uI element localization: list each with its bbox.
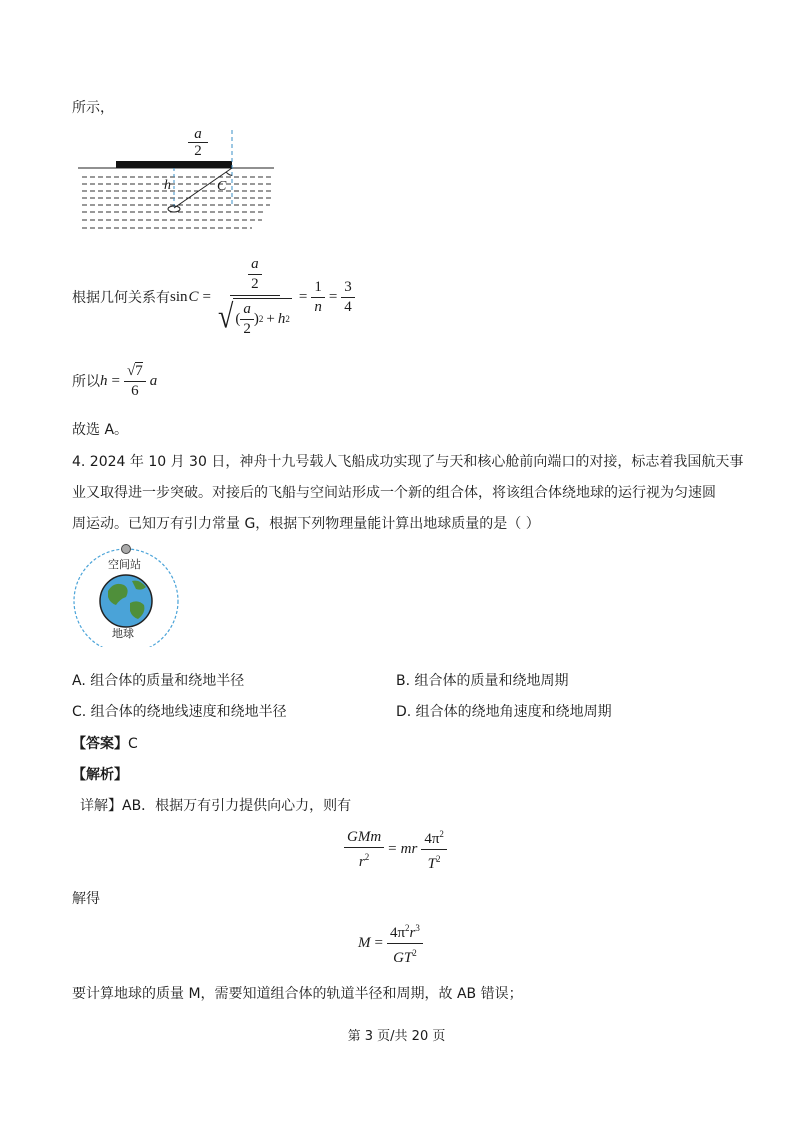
half-a-den: 2	[251, 276, 259, 292]
answer-value: C	[128, 736, 138, 752]
six: 6	[131, 383, 139, 399]
gmm: GMm	[344, 829, 384, 848]
r-var: r	[358, 853, 365, 870]
paren-close: )	[253, 311, 259, 327]
half-a-denominator: 2	[188, 142, 208, 160]
sqrt7-over-6	[124, 362, 146, 400]
question-4-line-3: 周运动。已知万有引力常量 G，根据下列物理量能计算出地球质量的是（ ）	[72, 516, 540, 532]
h-square-exp: 2	[285, 314, 290, 324]
option-a: A. 组合体的质量和绕地半径	[72, 673, 245, 689]
radicand: 7	[135, 363, 143, 379]
option-d: D. 组合体的绕地角速度和绕地周期	[396, 704, 612, 720]
half-a	[248, 256, 262, 293]
analysis-tag: 【解析】	[72, 767, 128, 783]
geometry-relation	[72, 257, 355, 337]
paren-open: (	[235, 311, 241, 327]
one-over-n	[311, 279, 325, 316]
conclusion-text: 要计算地球的质量 M，需要知道组合体的轨道半径和周期，故 AB 错误；	[72, 986, 523, 1002]
option-b: B. 组合体的质量和绕地周期	[396, 673, 569, 689]
depth-label-h: h	[164, 178, 171, 193]
mass-fraction	[387, 920, 423, 967]
four: 4	[344, 298, 352, 315]
answer-line	[72, 733, 138, 753]
square-exp: 2	[258, 314, 264, 324]
refraction-figure	[76, 128, 276, 234]
geometry-prefix: 根据几何关系有	[72, 290, 170, 306]
option-c: C. 组合体的绕地线速度和绕地半径	[72, 704, 287, 720]
detail-text: 详解】AB．根据万有引力提供向心力，则有	[80, 798, 352, 814]
pi-square-exp: 2	[405, 923, 410, 933]
four-pi: 4π	[389, 925, 406, 941]
equals: =	[202, 288, 211, 305]
earth-label: 地球	[112, 627, 134, 640]
half-a-num: a	[248, 256, 262, 275]
r-cube-exp: 3	[415, 923, 420, 933]
half-a-numerator: a	[194, 126, 202, 142]
sin-c-equation	[170, 256, 355, 338]
h-result-prefix: 所以	[72, 374, 100, 390]
orbit-figure	[72, 541, 184, 647]
gravity-equation	[344, 826, 447, 873]
h-symbol: h	[100, 372, 108, 389]
three-quarters	[341, 279, 355, 316]
gmm-over-r2	[344, 829, 384, 871]
mr: mr	[400, 841, 418, 857]
sqrt-symbol: √	[126, 362, 136, 379]
mass-equation	[358, 920, 423, 967]
four-pi: 4π	[424, 831, 440, 847]
r-square-exp: 2	[364, 851, 370, 862]
three: 3	[341, 279, 355, 298]
a-var: a	[149, 372, 158, 389]
n-var: n	[314, 298, 322, 315]
intro-text: 所示，	[72, 100, 114, 116]
inner-a: a	[240, 301, 254, 320]
half-a-fraction	[188, 126, 208, 160]
solve-text: 解得	[72, 891, 100, 907]
question-4-line-2: 业又取得进一步突破。对接后的飞船与空间站形成一个新的组合体，将该组合体绕地球的运行视为匀速圆	[72, 485, 716, 501]
r-var: r	[409, 925, 416, 941]
plus: +	[266, 311, 275, 327]
angle-c: C	[188, 288, 199, 305]
choose-answer: 故选 A。	[72, 422, 129, 438]
angle-label-c: C	[217, 179, 227, 194]
t-square-exp: 2	[436, 854, 441, 864]
equals: =	[111, 372, 120, 389]
equals: =	[388, 841, 397, 857]
answer-tag: 【答案】	[72, 736, 128, 752]
space-station-label: 空间站	[108, 558, 141, 571]
refraction-diagram	[76, 128, 276, 234]
page-footer: 第 3 页/共 20 页	[347, 1029, 446, 1044]
inner-2: 2	[243, 321, 251, 337]
t-var: T	[427, 856, 437, 872]
sin-fraction	[215, 256, 295, 338]
gt: GT	[393, 950, 413, 966]
question-4-line-1: 4. 2024 年 10 月 30 日，神舟十九号载人飞船成功实现了与天和核心舱前向端口的对接，标志着我国航天事	[72, 454, 744, 470]
h-var: h	[277, 311, 286, 327]
four-pi2-over-t2	[421, 826, 447, 873]
m-symbol: M	[358, 935, 371, 951]
equals-2: =	[298, 288, 308, 305]
t-square-exp: 2	[412, 948, 417, 958]
one: 1	[311, 279, 325, 298]
h-result	[72, 358, 157, 404]
pi-square-exp: 2	[439, 829, 444, 839]
inner-half-a	[240, 301, 254, 338]
sin-symbol: sin	[170, 288, 188, 305]
equals: =	[374, 935, 383, 951]
h-equation	[100, 362, 157, 400]
equals-3: =	[328, 288, 338, 305]
sqrt-symbol: √	[218, 298, 234, 336]
